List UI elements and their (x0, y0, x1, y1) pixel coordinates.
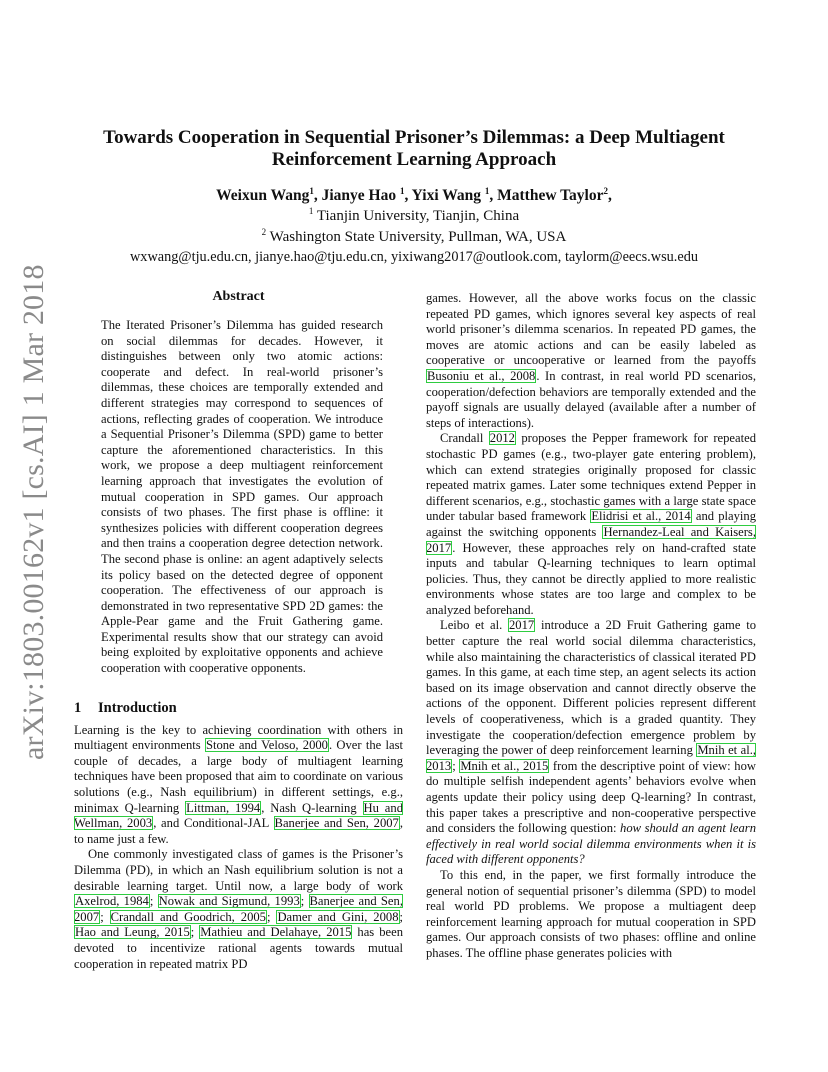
text-run: Crandall (440, 431, 489, 446)
title-line-2: Reinforcement Learning Approach (271, 149, 557, 170)
text-run: Learning is the key to achieving coordination with others in multiagent environments (74, 722, 403, 753)
author-1: Weixun Wang (216, 187, 310, 204)
paper-title (74, 127, 754, 171)
author-2-affil: 1 (399, 185, 405, 196)
author-3: , Yixi Wang (404, 187, 485, 204)
text-run: , and Conditional-JAL (153, 816, 274, 831)
text-run: ; (266, 909, 277, 924)
citation-link[interactable]: Banerjee and Sen, 2007 (74, 894, 403, 924)
citation-link[interactable]: Banerjee and Sen, 2007 (274, 816, 399, 831)
text-run: games. However, all the above works focus on the classic repeated PD games, which ignores several key aspects of real world prisoner’s dilemma scenarios. In repeated PD games, the moves are atomic actions and can be easily labeled as cooperative or uncooperative or learned from the payoffs (426, 291, 756, 368)
text-run: , Nash Q-learning (261, 800, 363, 815)
citation-link[interactable]: Damer and Gini, 2008 (277, 909, 399, 924)
text-run: ; (399, 909, 403, 924)
affiliation-2 (74, 228, 754, 246)
left-column (74, 288, 403, 972)
author-1-affil: 1 (309, 185, 314, 196)
author-4: , Matthew Taylor (489, 187, 604, 204)
author-emails: wxwang@tju.edu.cn, jianye.hao@tju.edu.cn, yixiwang2017@outlook.com, taylorm@eecs.wsu.edu (129, 249, 699, 265)
citation-link[interactable]: Crandall and Goodrich, 2005 (110, 909, 266, 924)
text-run: ; (190, 925, 200, 940)
text-run: ; (100, 909, 110, 924)
affiliation-1-text: Tianjin University, Tianjin, China (313, 208, 520, 224)
affiliation-1-mark: 1 (308, 206, 314, 216)
text-run: introduce a 2D Fruit Gathering game to better capture the real world social dilemma characteristics, while also maintaining the characteristics of classical iterated PD games. In this game, at each time step, an agent selects its action based on its image observation and cannot directly observe the actions of the opponent. Different policies represent different levels of cooperativeness, which is a graded quantity. They investigate the cooperation/defection emergence problem by leveraging the power of deep reinforcement learning (426, 618, 756, 758)
citation-link[interactable]: Hernandez-Leal and Kaisers, 2017 (426, 524, 756, 555)
abstract-heading: Abstract (212, 289, 265, 304)
intro-paragraph-1 (74, 723, 403, 848)
citation-link[interactable]: Littman, 1994 (186, 800, 261, 815)
text-run: Leibo et al. (440, 618, 508, 633)
affiliation-2-mark: 2 (261, 227, 267, 237)
intro-paragraph-2 (74, 847, 403, 972)
citation-link[interactable]: Mathieu and Delahaye, 2015 (200, 925, 352, 940)
text-run: . In contrast, in real world PD scenarios, cooperation/defection behaviors are temporally extended and the payoff signals are usually delayed (available after a number of steps of interactions). (426, 368, 756, 430)
text-run: from the descriptive point of view: how do multiple selfish independent agents’ behaviors evolve when agents update their policy using deep Q-learning? In contrast, this paper takes a prescriptive and non-cooperative perspective and considers the following question: (426, 758, 756, 836)
text-run: . However, these approaches rely on hand-crafted state inputs and tabular Q-learning techniques to learn optimal policies. Thus, they cannot be directly applied to more realistic environments whose states are too large and complex to be analyzed beforehand. (426, 540, 756, 617)
citation-link[interactable]: Stone and Veloso, 2000 (205, 738, 328, 753)
citation-link[interactable]: Hao and Leung, 2015 (75, 925, 190, 940)
text-run: , to name just a few. (74, 816, 403, 846)
text-run: and playing against the switching opponents (426, 509, 756, 539)
author-3-affil: 1 (484, 185, 490, 196)
research-question: how should an agent learn effectively in real world social dilemma environments when it is faced with different opponents? (426, 821, 756, 867)
abstract-text: The Iterated Prisoner’s Dilemma has guided research on social dilemmas for decades. However, it distinguishes between only two atomic actions: cooperate and defect. In real-world prisoner’s dilemmas, these choices are temporally extended and different strategies may correspond to sequences of actions, reflecting grades of cooperation. We introduce a Sequential Prisoner’s Dilemma (SPD) game to better capture the aforementioned characteristics. In this work, we propose a deep multiagent reinforcement learning approach that investigates the evolution of mutual cooperation in SPD games. Our approach consists of two phases. The first phase is offline: it synthesizes policies with different cooperation degrees and then trains a cooperation degree detection network. The second phase is online: an agent adaptively selects its policy based on the detected degree of opponent cooperation. The effectiveness of our approach is demonstrated in two representative SPD 2D games: the Apple-Pear game and the Fruit Gathering game. Experimental results show that our strategy can avoid being exploited by exploitative opponents and achieve cooperation with cooperative opponents. (101, 318, 383, 676)
citation-link[interactable]: 2017 (509, 618, 535, 633)
text-run: proposes the Pepper framework for repeated stochastic PD games (e.g., two-player gate entering problem), which can extend strategies originally proposed for classic repeated matrix games. Later some techniques extend Pepper in different scenarios, e.g., stochastic games with a large state space under tabular based framework (426, 431, 756, 524)
right-paragraph-1 (426, 291, 756, 431)
text-run: One commonly investigated class of games is the Prisoner’s Dilemma (PD), in which an Nash equilibrium solution is not a desirable learning target. Until now, a large body of work (74, 847, 403, 893)
citation-link[interactable]: Mnih et al., 2013 (426, 743, 756, 773)
citation-link[interactable]: Elidrisi et al., 2014 (591, 509, 691, 524)
affiliation-1 (74, 207, 754, 225)
citation-link[interactable]: Hu and Wellman, 2003 (74, 800, 403, 831)
right-column (426, 291, 756, 962)
citation-link[interactable]: Axelrod, 1984 (75, 894, 149, 909)
section-number: 1 (74, 699, 82, 716)
author-tail: , (607, 187, 612, 204)
right-paragraph-2 (426, 431, 756, 618)
author-4-affil: 2 (603, 185, 608, 196)
arxiv-identifier[interactable]: arXiv:1803.00162v1 [cs.AI] 1 Mar 2018 (17, 264, 50, 760)
author-2: , Jianye Hao (313, 187, 400, 204)
text-run: ; (300, 894, 309, 909)
citation-link[interactable]: Nowak and Sigmund, 1993 (158, 894, 300, 909)
right-paragraph-4: To this end, in the paper, we first formally introduce the general notion of sequential prisoner’s dilemma (SPD) to model real world PD problems. We propose a multiagent deep reinforcement learning approach for mutual cooperation in SPD games. Our approach consists of two phases: offline and online phases. The offline phase generates policies with (426, 867, 756, 960)
text-run: ; (149, 894, 158, 909)
citation-link[interactable]: 2012 (489, 431, 515, 446)
section-heading-introduction (74, 699, 403, 717)
citation-link[interactable]: Busoniu et al., 2008 (427, 368, 536, 383)
section-title: Introduction (98, 699, 177, 716)
title-line-1: Towards Cooperation in Sequential Prisoner’s Dilemmas: a Deep Multiagent (103, 127, 725, 148)
citation-link[interactable]: Mnih et al., 2015 (460, 758, 549, 773)
text-run: has been devoted to incentivize rational agents towards mutual cooperation in repeated matrix PD (74, 925, 403, 971)
author-list (74, 186, 754, 206)
right-paragraph-3 (426, 618, 756, 868)
text-run: ; (452, 758, 460, 773)
text-run: . Over the last couple of decades, a large body of multiagent learning techniques have been proposed that aim to coordinate on various solutions (e.g., Nash equilibrium) in different settings, e.g., minimax Q-learning (74, 738, 403, 815)
affiliation-2-text: Washington State University, Pullman, WA, USA (266, 229, 567, 245)
